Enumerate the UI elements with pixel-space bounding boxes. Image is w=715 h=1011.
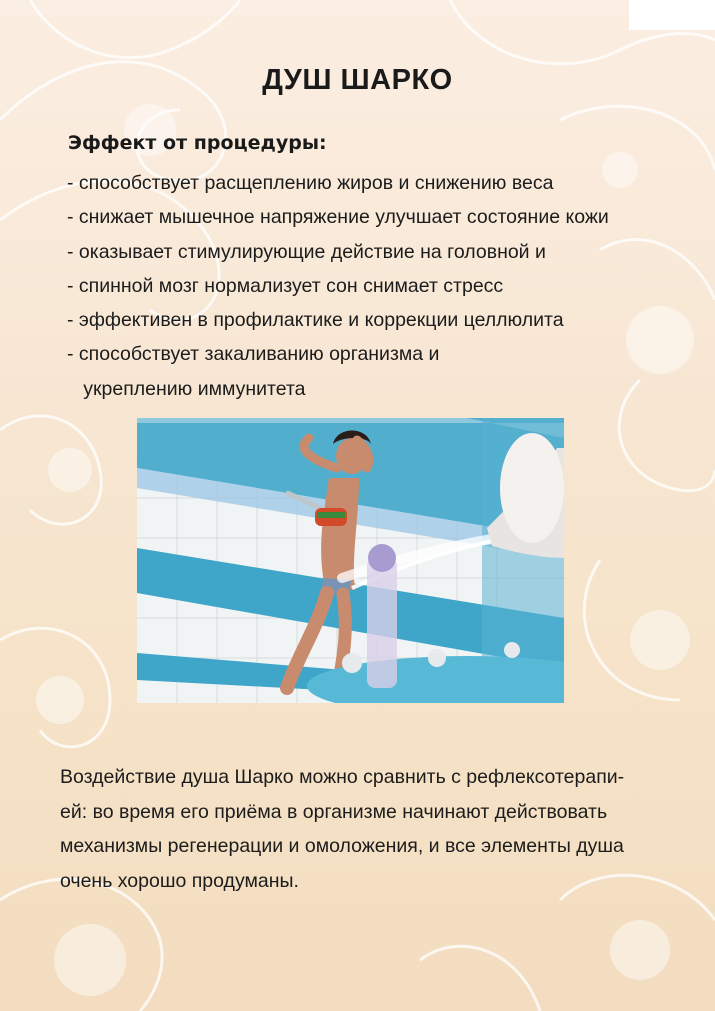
effects-list (67, 166, 609, 406)
list-item: укреплению иммунитета (67, 377, 306, 400)
shower-photo (137, 418, 564, 703)
list-item: - способствует расщеплению жиров и снижению веса (67, 172, 554, 194)
description-paragraph (60, 760, 665, 898)
list-item: - способствует закаливанию организма и (67, 343, 440, 366)
paragraph-line: ей: во время его приёма в организме начинают действовать (60, 800, 608, 823)
effect-heading: Эффект от процедуры: (68, 132, 327, 154)
paragraph-line: Воздействие душа Шарко можно сравнить с рефлексотерапи- (60, 766, 625, 788)
list-item: - эффективен в профилактике и коррекции целлюлита (67, 309, 564, 332)
list-item: - снижает мышечное напряжение улучшает состояние кожи (67, 206, 609, 229)
corner-white-block (629, 0, 715, 30)
paragraph-line: очень хорошо продуманы. (60, 869, 299, 892)
list-item: - спинной мозг нормализует сон снимает стресс (67, 274, 504, 297)
paragraph-line: механизмы регенерации и омоложения, и все элементы душа (60, 835, 624, 857)
page-title: ДУШ ШАРКО (262, 64, 453, 96)
list-item: - оказывает стимулирующие действие на головной и (67, 240, 546, 263)
